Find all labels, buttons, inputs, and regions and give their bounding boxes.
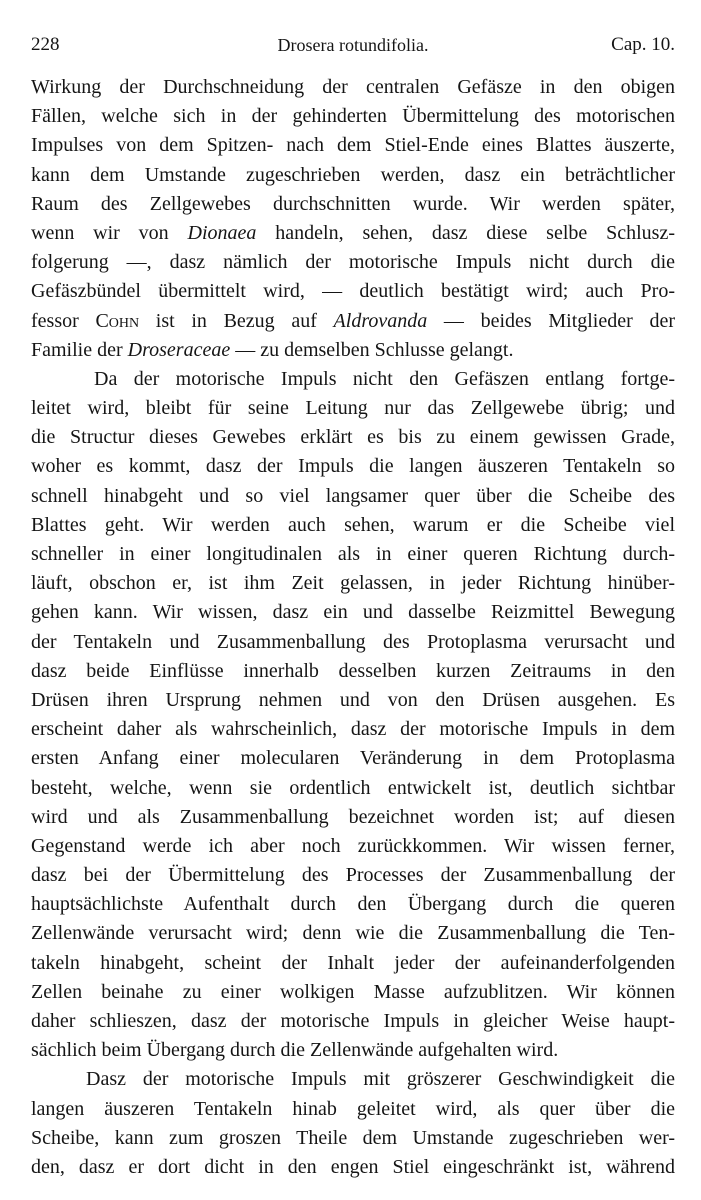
text-line: erscheint daher als wahrscheinlich, dasz der motorische Impuls in dem bbox=[31, 718, 675, 741]
text-line: schnell hinabgeht und so viel langsamer quer über die Scheibe des bbox=[31, 484, 675, 507]
text-line: ersten Anfang einer molecularen Veränderung in dem Protoplasma bbox=[31, 747, 675, 770]
genus-dionaea: Dionaea bbox=[187, 221, 257, 244]
text-line: die Structur dieses Gewebes erklärt es bis zu einem gewissen Grade, bbox=[31, 426, 675, 449]
text-run: — zu demselben Schlusse gelangt. bbox=[230, 338, 514, 361]
paragraph-start-line: Da der motorische Impuls nicht den Gefäszen entlang fortge- bbox=[94, 367, 675, 390]
text-line: sächlich beim Übergang durch die Zellenwände aufgehalten wird. bbox=[31, 1039, 559, 1062]
text-run: handeln, sehen, dasz diese selbe Schlusz- bbox=[256, 221, 675, 244]
running-header bbox=[31, 30, 675, 60]
text-line: Gefäszbündel übermittelt wird, — deutlich bestätigt wird; auch Pro- bbox=[31, 280, 675, 303]
chapter-label: Cap. 10. bbox=[611, 34, 675, 55]
text-line bbox=[31, 219, 675, 248]
text-line: den, dasz er dort dicht in den engen Stiel eingeschränkt ist, während bbox=[31, 1155, 675, 1178]
text-line: Fällen, welche sich in der gehinderten Übermittelung des motorischen bbox=[31, 105, 675, 128]
text-line: Drüsen ihren Ursprung nehmen und von den Drüsen ausgehen. Es bbox=[31, 688, 675, 711]
text-line: daher schlieszen, dasz der motorische Impuls in gleicher Weise haupt- bbox=[31, 1010, 675, 1032]
text-run: ist in Bezug auf bbox=[139, 309, 334, 332]
body-text bbox=[31, 73, 675, 1182]
text-line: Zellen beinahe zu einer wolkigen Masse aufzublitzen. Wir können bbox=[31, 980, 675, 1003]
author-cohn: Cohn bbox=[95, 309, 140, 332]
text-line: Raum des Zellgewebes durchschnitten wurde. Wir werden später, bbox=[31, 192, 675, 215]
text-line: gehen kann. Wir wissen, dasz ein und dasselbe Reizmittel Bewegung bbox=[31, 601, 675, 624]
genus-aldrovanda: Aldrovanda bbox=[333, 309, 428, 332]
text-line: Blattes geht. Wir werden auch sehen, warum er die Scheibe viel bbox=[31, 513, 675, 536]
text-line: Impulses von dem Spitzen- nach dem Stiel-Ende eines Blattes äuszerte, bbox=[31, 134, 675, 157]
text-line bbox=[31, 336, 675, 365]
text-line: Wirkung der Durchschneidung der centralen Gefäsze in den obigen bbox=[31, 76, 675, 98]
text-line: Gegenstand werde ich aber noch zurückkommen. Wir wissen ferner, bbox=[31, 834, 675, 857]
text-line: besteht, welche, wenn sie ordentlich entwickelt ist, deutlich sichtbar bbox=[31, 776, 675, 799]
text-line: dasz beide Einflüsse innerhalb desselben kurzen Zeitraums in den bbox=[31, 659, 675, 682]
text-line: kann dem Umstande zugeschrieben werden, dasz ein beträchtlicher bbox=[31, 163, 675, 186]
text-line: folgerung —, dasz nämlich der motorische Impuls nicht durch die bbox=[31, 251, 675, 274]
text-run: — beides Mitglieder der bbox=[427, 309, 675, 332]
text-line: Scheibe, kann zum groszen Theile dem Umstande zugeschrieben wer- bbox=[31, 1126, 675, 1149]
running-title: Drosera rotundifolia. bbox=[277, 35, 429, 55]
text-run: wenn wir von bbox=[31, 221, 188, 244]
text-line: woher es kommt, dasz der Impuls die langen äuszeren Tentakeln so bbox=[31, 455, 675, 478]
text-line bbox=[31, 307, 675, 336]
family-droseraceae: Droseraceae bbox=[127, 338, 231, 361]
text-line: der Tentakeln und Zusammenballung des Protoplasma verursacht und bbox=[31, 630, 675, 653]
text-line: wird und als Zusammenballung bezeichnet worden ist; auf diesen bbox=[31, 805, 675, 828]
text-line: schneller in einer longitudinalen als in einer queren Richtung durch- bbox=[31, 543, 675, 565]
text-line: läuft, obschon er, ist ihm Zeit gelassen, in jeder Richtung hinüber- bbox=[31, 572, 675, 595]
text-line: takeln hinabgeht, scheint der Inhalt jeder der aufeinanderfolgenden bbox=[31, 951, 675, 974]
page-number: 228 bbox=[31, 34, 60, 55]
text-line: hauptsächlichste Aufenthalt durch den Übergang durch die queren bbox=[31, 893, 675, 916]
text-run: Familie der bbox=[31, 338, 128, 361]
text-line: leitet wird, bleibt für seine Leitung nur das Zellgewebe übrig; und bbox=[31, 397, 675, 420]
text-line: langen äuszeren Tentakeln hinab geleitet wird, als quer über die bbox=[31, 1097, 675, 1120]
text-run: fessor bbox=[31, 309, 96, 332]
text-line: Zellenwände verursacht wird; denn wie die Zusammenballung die Ten- bbox=[31, 922, 675, 945]
text-line: dasz bei der Übermittelung des Processes der Zusammenballung der bbox=[31, 864, 675, 887]
paragraph-start-line: Dasz der motorische Impuls mit gröszerer Geschwindigkeit die bbox=[86, 1068, 675, 1091]
